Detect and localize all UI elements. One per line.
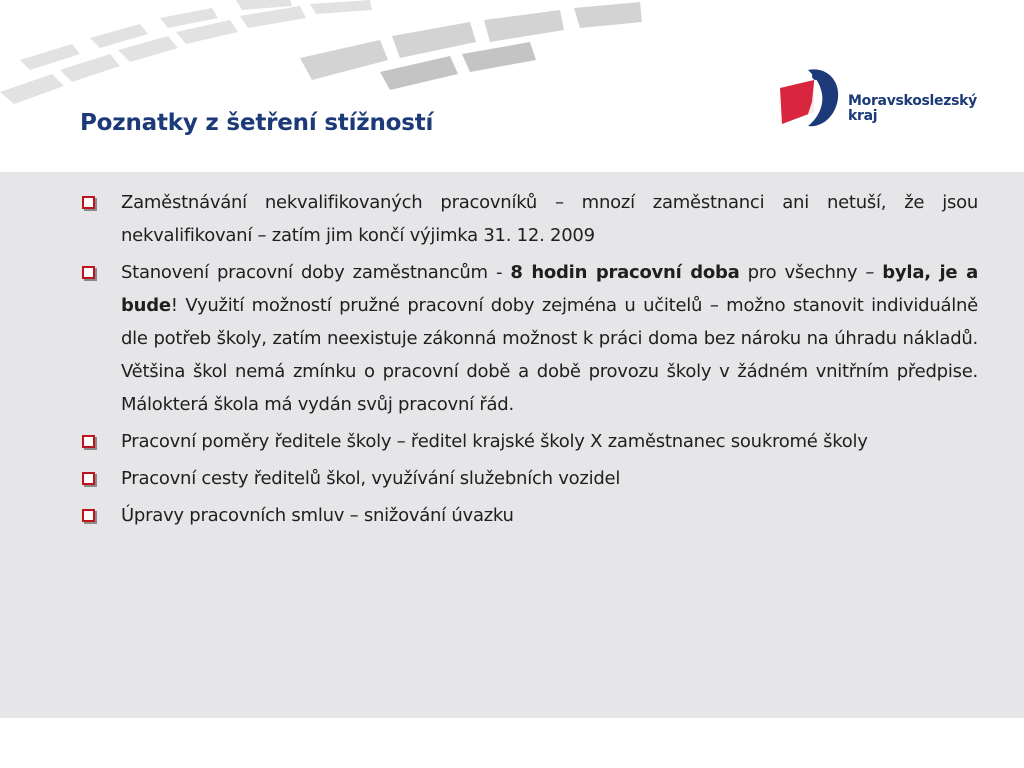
bullet-text: Úpravy pracovních smluv – snižování úvazku <box>121 505 514 526</box>
logo-moravskoslezsky-kraj <box>778 66 988 132</box>
region-emblem-icon <box>778 66 848 132</box>
checkbox-bullet-icon <box>82 435 95 448</box>
logo-line-2: kraj <box>848 108 878 124</box>
bullet-text: Pracovní poměry ředitele školy – ředitel krajské školy X zaměstnanec soukromé školy <box>121 431 868 452</box>
bullet-bold-working-hours: 8 hodin pracovní doba <box>510 262 740 283</box>
bullet-item <box>80 499 978 532</box>
bullet-item <box>80 256 978 421</box>
bullet-text-mid: pro všechny – <box>739 262 883 283</box>
logo-line-1: Moravskoslezský <box>848 93 977 109</box>
bullet-bold-was-is-will: byla, je a bude <box>121 262 978 316</box>
bullet-item <box>80 186 978 252</box>
checkbox-bullet-icon <box>82 509 95 522</box>
bullet-list <box>80 186 978 536</box>
bullet-text: Pracovní cesty ředitelů škol, využívání služebních vozidel <box>121 468 621 489</box>
bullet-text-pre: Stanovení pracovní doby zaměstnancům - <box>121 262 511 283</box>
slide-content <box>0 172 1024 718</box>
logo-text <box>848 94 977 124</box>
slide-header <box>0 0 1024 172</box>
checkbox-bullet-icon <box>82 266 95 279</box>
bullet-text: Zaměstnávání nekvalifikovaných pracovníků – mnozí zaměstnanci ani netuší, že jsou nekvalifikovaní – zatím jim končí výjimka 31. 12. 2009 <box>121 192 978 246</box>
bullet-item <box>80 425 978 458</box>
slide-title: Poznatky z šetření stížností <box>80 110 434 136</box>
checkbox-bullet-icon <box>82 196 95 209</box>
slide-footer <box>0 718 1024 768</box>
checkbox-bullet-icon <box>82 472 95 485</box>
bullet-item <box>80 462 978 495</box>
bullet-text-post: ! Využití možností pružné pracovní doby zejména u učitelů – možno stanovit individuálně dle potřeb školy, zatím neexistuje zákonná možnost k práci doma bez nároku na úhradu nákladů. Většina škol nemá zmínku o pracovní době a době provozu školy v žádném vnitřním předpise. Málokterá škola má vydán svůj pracovní řád. <box>121 295 978 415</box>
